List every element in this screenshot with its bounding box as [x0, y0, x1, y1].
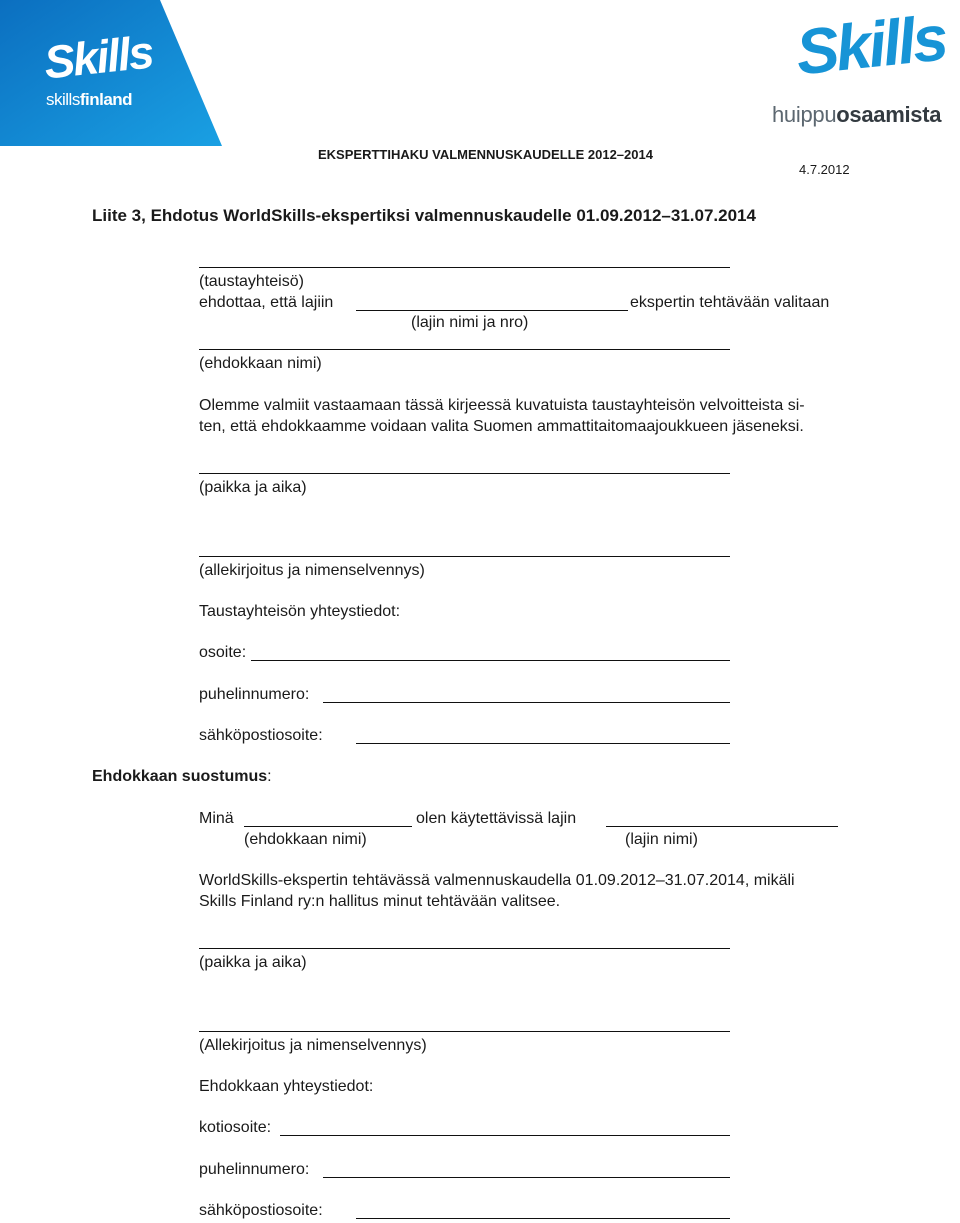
obligation-paragraph-line-2: ten, että ehdokkaamme voidaan valita Suomen ammattitaitomaajoukkueen jäseneksi.: [199, 418, 804, 435]
document-header-title: EKSPERTTIHAKU VALMENNUSKAUDELLE 2012–2014: [318, 147, 653, 162]
address-label: osoite:: [199, 644, 247, 661]
expert-role-text: ekspertin tehtävään valitaan: [630, 294, 830, 311]
discipline-caption: (lajin nimi ja nro): [411, 314, 529, 331]
consent-discipline-caption: (lajin nimi): [625, 831, 698, 848]
organization-line[interactable]: [199, 267, 730, 268]
left-logo-caption: skillsfinland: [46, 90, 133, 109]
consent-paragraph-line-1: WorldSkills-ekspertin tehtävässä valmennuskaudella 01.09.2012–31.07.2014, mikäli: [199, 872, 795, 889]
candidate-name-line[interactable]: [199, 349, 730, 350]
consent-paragraph-line-2: Skills Finland ry:n hallitus minut tehtävään valitsee.: [199, 893, 561, 910]
consent-signature-line[interactable]: [199, 1031, 730, 1032]
consent-me-text: Minä: [199, 810, 234, 827]
place-time-caption: (paikka ja aika): [199, 479, 307, 496]
organization-caption: (taustayhteisö): [199, 273, 304, 290]
phone-field[interactable]: [323, 702, 730, 703]
consent-heading: Ehdokkaan suostumus:: [92, 768, 272, 785]
email-label: sähköpostiosoite:: [199, 727, 323, 744]
place-time-line[interactable]: [199, 473, 730, 474]
document-date: 4.7.2012: [799, 162, 850, 177]
discipline-line[interactable]: [356, 310, 628, 311]
consent-signature-caption: (Allekirjoitus ja nimenselvennys): [199, 1037, 427, 1054]
signature-line[interactable]: [199, 556, 730, 557]
page-heading: Liite 3, Ehdotus WorldSkills-ekspertiksi valmennuskaudelle 01.09.2012–31.07.2014: [92, 206, 756, 225]
consent-available-text: olen käytettävissä lajin: [416, 810, 577, 827]
consent-place-time-caption: (paikka ja aika): [199, 954, 307, 971]
home-address-label: kotiosoite:: [199, 1119, 272, 1136]
address-field[interactable]: [251, 660, 730, 661]
candidate-email-field[interactable]: [356, 1218, 730, 1219]
candidate-phone-field[interactable]: [323, 1177, 730, 1178]
skills-finland-logo: [0, 0, 222, 146]
obligation-paragraph-line-1: Olemme valmiit vastaamaan tässä kirjeessä kuvatuista taustayhteisön velvoitteista si-: [199, 397, 805, 414]
consent-candidate-caption: (ehdokkaan nimi): [244, 831, 367, 848]
signature-caption: (allekirjoitus ja nimenselvennys): [199, 562, 425, 579]
candidate-contact-heading: Ehdokkaan yhteystiedot:: [199, 1078, 374, 1095]
right-logo-caption: huippuosaamista: [772, 102, 942, 127]
left-logo-wordmark: Skills: [41, 25, 155, 89]
candidate-email-label: sähköpostiosoite:: [199, 1202, 323, 1219]
consent-candidate-line[interactable]: [244, 826, 412, 827]
right-logo-wordmark: Skills: [792, 1, 949, 89]
candidate-caption: (ehdokkaan nimi): [199, 355, 322, 372]
organization-contact-heading: Taustayhteisön yhteystiedot:: [199, 603, 401, 620]
consent-place-time-line[interactable]: [199, 948, 730, 949]
home-address-field[interactable]: [280, 1135, 730, 1136]
candidate-phone-label: puhelinnumero:: [199, 1161, 310, 1178]
proposes-text: ehdottaa, että lajiin: [199, 294, 334, 311]
email-field[interactable]: [356, 743, 730, 744]
skills-huippuosaamista-logo: [768, 1, 960, 138]
consent-discipline-line[interactable]: [606, 826, 838, 827]
phone-label: puhelinnumero:: [199, 686, 310, 703]
